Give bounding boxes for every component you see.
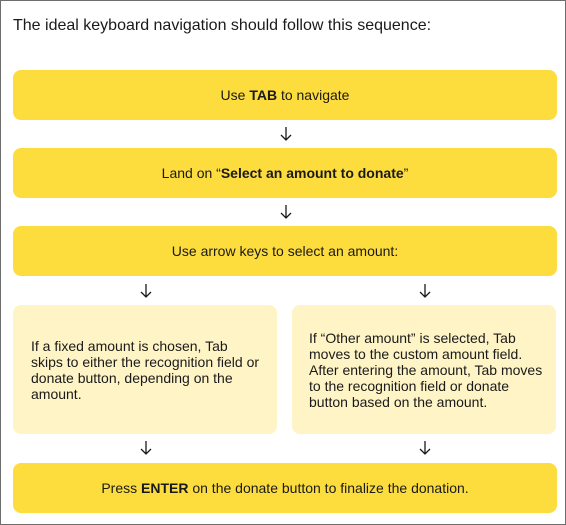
branch-fixed-amount-text: If a fixed amount is chosen, Tab skips to either the recognition field or donate button, depending on the amount.	[31, 337, 260, 402]
arrow-down-icon	[279, 126, 293, 142]
arrow-down-icon	[279, 204, 293, 220]
step-press-enter	[13, 463, 557, 513]
step-land-on-amount-text: Land on “Select an amount to donate”	[161, 165, 409, 181]
arrow-down-icon	[139, 283, 153, 299]
step-arrow-keys	[13, 226, 557, 276]
step-use-tab	[13, 70, 557, 120]
arrow-down-icon	[139, 440, 153, 456]
arrow-down-icon	[418, 283, 432, 299]
branch-other-amount-text: If “Other amount” is selected, Tab moves to the custom amount field. After entering the amount, Tab moves to the recognition field or donate button based on the amount.	[309, 329, 543, 410]
step-use-tab-text: Use TAB to navigate	[220, 87, 350, 103]
step-land-on-amount	[13, 148, 557, 198]
branch-fixed-amount	[13, 305, 277, 434]
arrow-down-icon	[418, 440, 432, 456]
branch-other-amount	[292, 305, 556, 434]
step-arrow-keys-text: Use arrow keys to select an amount:	[171, 243, 399, 259]
step-press-enter-text: Press ENTER on the donate button to finalize the donation.	[101, 480, 469, 496]
diagram-heading: The ideal keyboard navigation should follow this sequence:	[13, 17, 432, 34]
